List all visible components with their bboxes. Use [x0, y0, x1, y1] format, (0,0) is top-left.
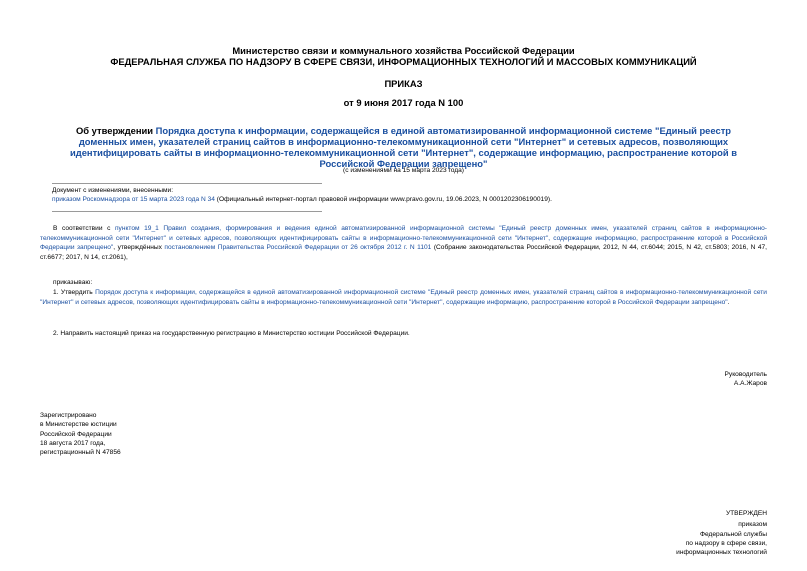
- item-1-paragraph: [40, 288, 767, 307]
- approved-line: по надзору в сфере связи,: [685, 539, 767, 547]
- approved-line: приказом: [738, 521, 767, 529]
- doc-date-number: от 9 июня 2017 года N 100: [343, 97, 464, 108]
- document-title: [52, 125, 755, 169]
- item-1-link[interactable]: Порядок доступа к информации, содержащейся в единой автоматизированной информационной системе "Единый реестр доменных имен, указателей страниц сайтов в информационно-телекоммуникационной сети "Интернет" и сетевых адресов, позволяющих идентифицировать сайты в информационно-телекоммуникационной сети "Интернет", содержащие информацию, распространение которой в Российской Федерации запрещено": [40, 289, 767, 306]
- signature-name: А.А.Жаров: [733, 380, 767, 388]
- ministry-name: Министерство связи и коммунального хозяйства Российской Федерации: [232, 45, 575, 56]
- registration-line: в Министерстве юстиции: [40, 421, 117, 429]
- changes-link[interactable]: приказом Роскомнадзора от 15 марта 2023 года N 34: [52, 196, 215, 204]
- divider-bottom: [52, 211, 322, 212]
- header-block: [40, 45, 767, 67]
- signature-position: Руководитель: [724, 371, 767, 378]
- registration-line: регистрационный N 47856: [40, 449, 121, 457]
- title-link[interactable]: Порядка доступа к информации, содержащейся в единой автоматизированной информационной системе "Единый реестр доменных имен, указателей страниц сайтов в информационно-телекоммуникационной сети "Интернет" и сетевых адресов, позволяющих идентифицировать сайты в информационно-телекоммуникационной сети "Интернет", содержащие информацию, распространение которой в Российской Федерации запрещено": [70, 125, 737, 169]
- preamble-paragraph: [40, 224, 767, 262]
- changes-line: [52, 195, 772, 204]
- signature-block: [725, 370, 767, 389]
- service-name: ФЕДЕРАЛЬНАЯ СЛУЖБА ПО НАДЗОРУ В СФЕРЕ СВЯЗИ, ИНФОРМАЦИОННЫХ ТЕХНОЛОГИЙ И МАССОВЫХ КОММУНИКАЦИЙ: [110, 56, 697, 67]
- order-word: приказываю:: [53, 279, 93, 286]
- preamble-link-rules[interactable]: пунктом 19_1 Правил создания, формирования и ведения единой автоматизированной информационной системы "Единый реестр доменных имен, указателей страниц сайтов в информационно-телекоммуникационной сети "Интернет" и сетевых адресов, позволяющих идентифицировать сайты в информационно-телекоммуникационной сети "Интернет", содержащие информацию, распространение которой в Российской Федерации запрещено": [40, 225, 768, 251]
- item-1-end: .: [727, 298, 730, 306]
- registration-line: Зарегистрировано: [40, 412, 97, 419]
- doc-type: ПРИКАЗ: [384, 78, 423, 89]
- preamble-text-3: (Собрание законодательства Российской Федерации, 2012, N 44, ст.6044; 2015, N 42, ст.5803; 2016, N 47, ст.6677; 2017, N 14, ст.2061),: [40, 244, 768, 261]
- preamble-link-resolution[interactable]: постановлением Правительства Российской Федерации от 26 октября 2012 г. N 1101: [164, 244, 432, 251]
- changes-block: [52, 186, 772, 205]
- approved-line: информационных технологий: [676, 549, 767, 557]
- preamble-text-1: В соответствии с: [53, 225, 115, 232]
- item-2-paragraph: 2. Направить настоящий приказ на государственную регистрацию в Министерство юстиции Российской Федерации.: [53, 330, 410, 337]
- amended-note: (с изменениями на 15 марта 2023 года): [343, 167, 464, 174]
- registration-line: 18 августа 2017 года,: [40, 439, 106, 447]
- divider-top: [52, 183, 322, 184]
- approved-title: УТВЕРЖДЕН: [725, 510, 767, 517]
- changes-source: (Официальный интернет-портал правовой информации www.pravo.gov.ru, 19.06.2023, N 0001202306190019).: [214, 196, 552, 204]
- title-prefix: Об утверждении: [75, 125, 156, 136]
- registration-block: [40, 411, 121, 457]
- changes-label: Документ с изменениями, внесенными:: [52, 187, 174, 194]
- approved-line: Федеральной службы: [699, 530, 767, 538]
- registration-line: Российской Федерации: [40, 430, 112, 438]
- item-1-text: 1. Утвердить: [53, 289, 96, 296]
- approved-block: [676, 509, 767, 557]
- preamble-text-2: , утверждённых: [113, 244, 165, 251]
